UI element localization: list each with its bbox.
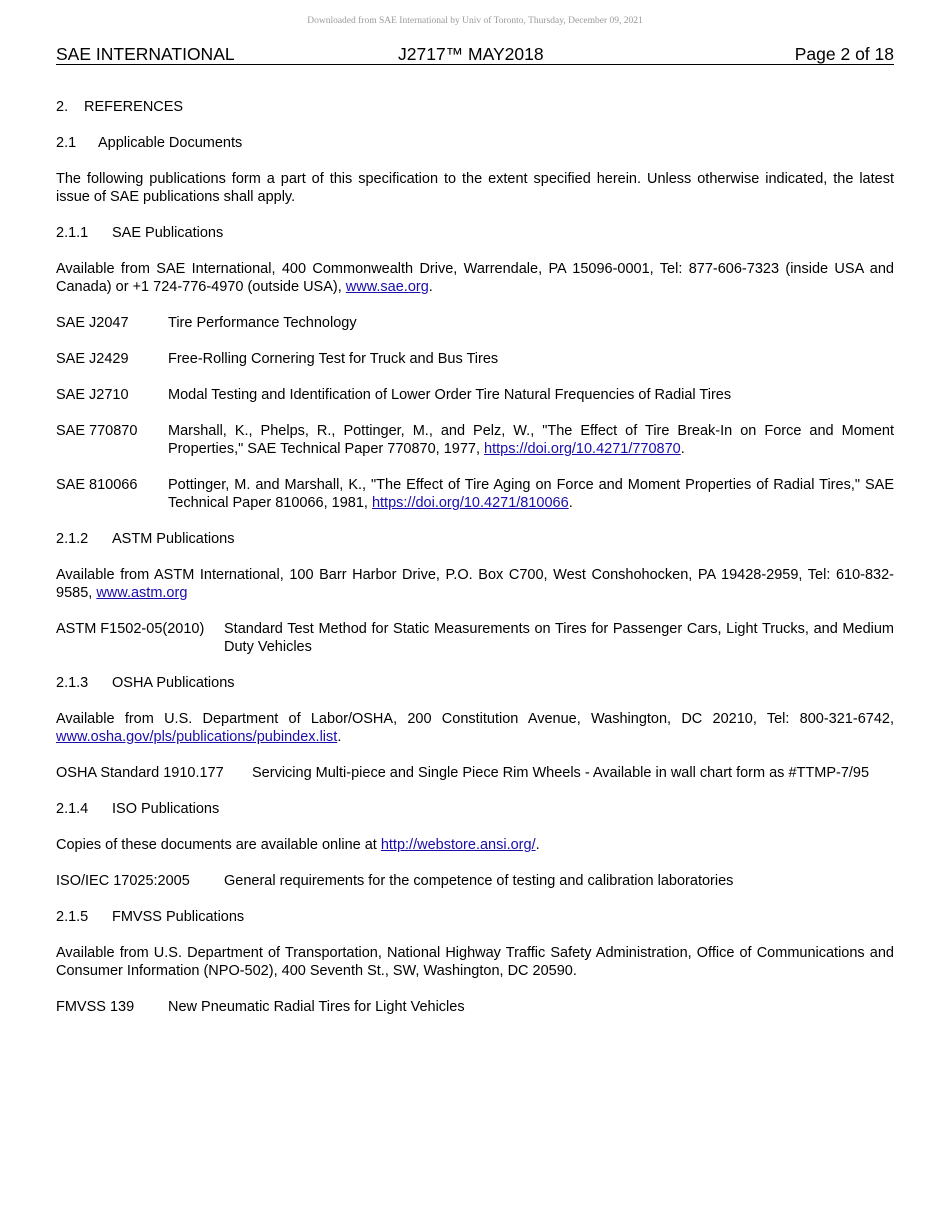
download-watermark: Downloaded from SAE International by Univ of Toronto, Thursday, December 09, 2021 [307, 16, 643, 26]
section-number: 2.1.5 [56, 909, 89, 925]
availability-text: Available from ASTM International, 100 Barr Harbor Drive, P.O. Box C700, West Conshohocken, PA 19428-2959, Tel: 610-832-9585, [56, 567, 894, 601]
availability-text: Available from U.S. Department of Labor/OSHA, 200 Constitution Avenue, Washington, DC 20210, Tel: 800-321-6742, [56, 711, 894, 727]
section-heading-2-1-1 [56, 224, 894, 242]
punctuation: . [535, 837, 540, 853]
section-heading-2-1 [56, 134, 894, 152]
reference-title: Free-Rolling Cornering Test for Truck and Bus Tires [168, 351, 499, 367]
section-title: Applicable Documents [98, 135, 243, 151]
doi-link[interactable]: https://doi.org/10.4271/770870 [484, 441, 681, 457]
availability-text: Copies of these documents are available online at [56, 837, 381, 853]
reference-code: FMVSS 139 [56, 999, 135, 1015]
reference-entry [56, 998, 894, 1016]
punctuation: . [428, 279, 433, 295]
section-title: OSHA Publications [112, 675, 235, 691]
section-title: FMVSS Publications [112, 909, 245, 925]
header-page-number: Page 2 of 18 [794, 44, 894, 64]
reference-title [168, 422, 894, 458]
section-heading-2-1-5 [56, 908, 894, 926]
punctuation: . [680, 441, 685, 457]
section-heading-2 [56, 98, 894, 116]
punctuation: . [337, 729, 342, 745]
reference-citation: Pottinger, M. and Marshall, K., "The Effect of Tire Aging on Force and Moment Properties of Radial Tires," SAE Technical Paper 810066, 1981, [168, 477, 894, 511]
section-number: 2.1.3 [56, 675, 89, 691]
section-number: 2.1.4 [56, 801, 89, 817]
section-number: 2.1.2 [56, 531, 89, 547]
astm-availability-paragraph [56, 566, 894, 602]
header-organization: SAE INTERNATIONAL [56, 44, 235, 64]
reference-entry [56, 476, 894, 512]
document-body [56, 98, 894, 1034]
reference-entry [56, 764, 894, 782]
reference-entry [56, 314, 894, 332]
osha-availability-paragraph [56, 710, 894, 746]
reference-code: OSHA Standard 1910.177 [56, 765, 224, 781]
reference-code: SAE 770870 [56, 423, 138, 439]
reference-entry [56, 422, 894, 458]
section-number: 2.1.1 [56, 225, 89, 241]
section-title: REFERENCES [84, 99, 184, 115]
doi-link[interactable]: https://doi.org/10.4271/810066 [371, 495, 569, 511]
section-heading-2-1-2 [56, 530, 894, 548]
reference-title: New Pneumatic Radial Tires for Light Vehicles [168, 999, 465, 1015]
section-number: 2. [56, 99, 69, 115]
reference-title: Tire Performance Technology [168, 315, 357, 331]
sae-website-link[interactable]: www.sae.org [345, 279, 429, 295]
section-title: ASTM Publications [112, 531, 235, 547]
section-intro-paragraph: The following publications form a part of this specification to the extent specified herein. Unless otherwise indicated, the latest issue of SAE publications shall apply. [56, 171, 894, 205]
sae-availability-paragraph [56, 260, 894, 296]
header-document-id: J2717™ MAY2018 [398, 44, 544, 64]
reference-title: General requirements for the competence of testing and calibration laboratories [224, 873, 734, 889]
reference-code: SAE J2047 [56, 315, 129, 331]
reference-code: SAE J2429 [56, 351, 129, 367]
availability-text: Available from SAE International, 400 Commonwealth Drive, Warrendale, PA 15096-0001, Tel: 877-606-7323 (inside USA and Canada) or +1 724-776-4970 (outside USA), [56, 261, 894, 295]
reference-title: Modal Testing and Identification of Lower Order Tire Natural Frequencies of Radial Tires [168, 387, 732, 403]
reference-code: SAE J2710 [56, 387, 129, 403]
page-header [56, 44, 894, 65]
reference-entry [56, 872, 894, 890]
fmvss-availability-paragraph: Available from U.S. Department of Transportation, National Highway Traffic Safety Administration, Office of Communications and Consumer Information (NPO-502), 400 Seventh St., SW, Washington, DC 20590. [56, 945, 894, 979]
section-heading-2-1-3 [56, 674, 894, 692]
reference-title: Standard Test Method for Static Measurements on Tires for Passenger Cars, Light Trucks, and Medium Duty Vehicles [224, 621, 894, 655]
reference-entry [56, 386, 894, 404]
reference-code: ISO/IEC 17025:2005 [56, 873, 190, 889]
iso-availability-paragraph [56, 836, 894, 854]
reference-entry [56, 620, 894, 656]
punctuation: . [568, 495, 573, 511]
reference-code: SAE 810066 [56, 477, 138, 493]
reference-citation: Marshall, K., Phelps, R., Pottinger, M., and Pelz, W., "The Effect of Tire Break-In on Force and Moment Properties," SAE Technical Paper 770870, 1977, [168, 423, 894, 457]
reference-title [168, 476, 894, 512]
osha-website-link[interactable]: www.osha.gov/pls/publications/pubindex.list [56, 729, 338, 745]
section-title: ISO Publications [112, 801, 220, 817]
astm-website-link[interactable]: www.astm.org [96, 585, 188, 601]
reference-title: Servicing Multi-piece and Single Piece Rim Wheels - Available in wall chart form as #TTMP-7/95 [252, 765, 870, 781]
section-number: 2.1 [56, 135, 77, 151]
section-title: SAE Publications [112, 225, 224, 241]
ansi-webstore-link[interactable]: http://webstore.ansi.org/ [380, 837, 536, 853]
reference-code: ASTM F1502-05(2010) [56, 621, 205, 637]
reference-entry [56, 350, 894, 368]
section-heading-2-1-4 [56, 800, 894, 818]
